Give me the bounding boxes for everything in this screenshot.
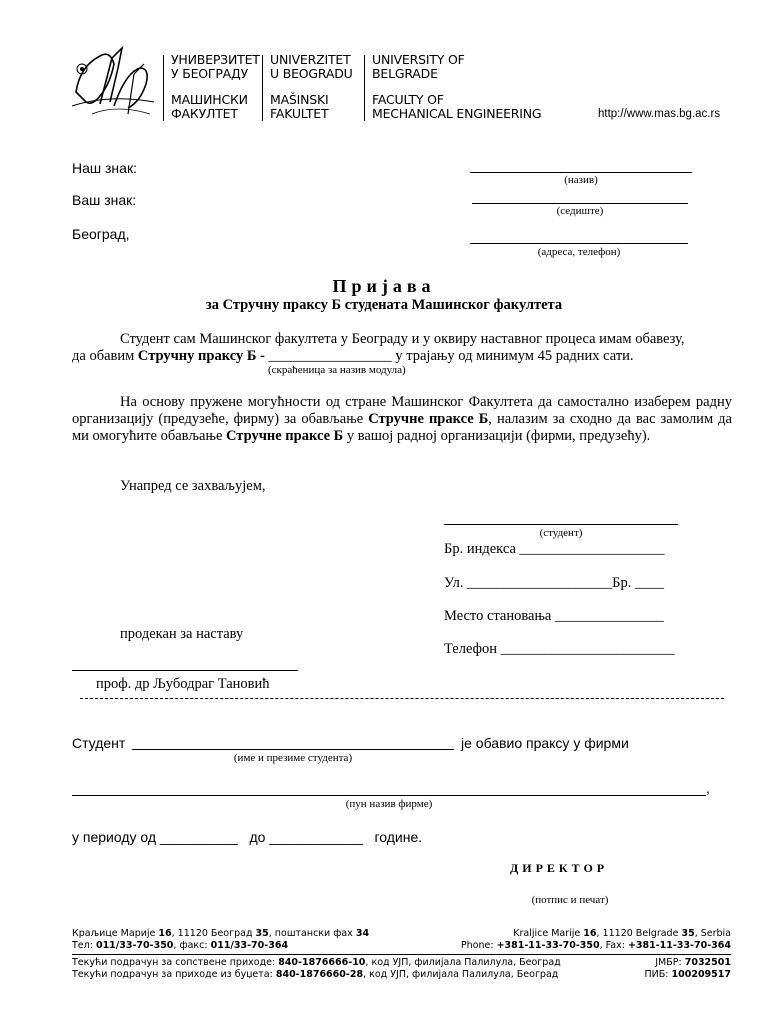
footer-pib: [645, 969, 732, 980]
text-run: ПИБ:: [644, 969, 672, 980]
your-ref-label: Ваш знак:: [72, 192, 137, 208]
text-run-bold: 011/33-70-350: [95, 940, 174, 951]
text-run: ЈМБР:: [655, 957, 685, 968]
text-run-bold: 100209517: [671, 969, 731, 980]
faculty-logo-icon: [70, 44, 158, 120]
firm-name-line[interactable]: [72, 795, 706, 796]
text-run: , 11120 Belgrade: [596, 928, 682, 939]
text-run: Текући подрачун за сопствене приходе:: [72, 957, 279, 968]
street-field[interactable]: Ул. ____________________Бр. ____: [444, 575, 664, 591]
footer-address-sr: [72, 928, 369, 939]
header-text: UNIVERSITY OF: [372, 52, 465, 67]
footer-divider: [72, 954, 731, 955]
header-text: МАШИНСКИ: [171, 92, 248, 107]
recipient-address-line[interactable]: [470, 243, 688, 244]
text-run: , Fax:: [599, 940, 628, 951]
header-col-serbian-cyrillic: [171, 53, 260, 121]
footer-phone-sr: [72, 940, 288, 951]
text-run: Краљице Марије: [72, 928, 159, 939]
text-run: , код УЈП, филијала Палилула, Београд: [365, 957, 561, 968]
text-run-bold: 840-1876660-28: [275, 969, 364, 980]
module-blank[interactable]: _________________: [264, 348, 396, 364]
recipient-seat-line[interactable]: [472, 203, 688, 204]
footer-account-2: [72, 969, 558, 980]
header-col-serbian-latin: [270, 53, 353, 121]
text-run-bold: +381-11-33-70-350: [496, 940, 600, 951]
header-text: FACULTY OF: [372, 92, 444, 107]
text-run-bold: 35: [681, 928, 695, 939]
paragraph-2: [72, 394, 732, 445]
footer-address-en: [513, 928, 731, 939]
text-run: , факс:: [173, 940, 211, 951]
text-run-bold: 840-1876666-10: [278, 957, 366, 968]
recipient-name-caption: (назив): [564, 174, 598, 186]
period-label: у периоду од: [72, 829, 157, 845]
vice-dean-signature-line[interactable]: [72, 670, 298, 671]
our-ref-label: Наш знак:: [72, 160, 137, 176]
footer-phone-en: [461, 940, 731, 951]
text-run-bold: 7032501: [684, 957, 731, 968]
confirm-student-label: Студент: [72, 735, 126, 751]
recipient-address-caption: (адреса, телефон): [537, 246, 621, 258]
header-text: BELGRADE: [372, 66, 438, 81]
index-field[interactable]: Бр. индекса ____________________: [444, 541, 665, 557]
text-run: , налазим за сходно да вас замолим да ми омогућите обављање: [72, 411, 732, 444]
header-divider: [364, 55, 365, 121]
text-run: да обавим: [72, 348, 138, 364]
text-run: На основу пружене могућности од стране Машинског Факултета да самостално изаберем радну организацију (предузеће, фирму) за обављање: [72, 394, 732, 427]
module-caption: (скраћеница за назив модула): [268, 364, 406, 376]
student-name-caption: (име и презиме студента): [233, 752, 353, 764]
text-run-bold: Стручне праксе Б: [368, 411, 489, 427]
text-run-bold: 35: [255, 928, 269, 939]
header-text: U BEOGRADU: [270, 66, 353, 81]
director-label: ДИРЕКТОР: [510, 861, 609, 875]
phone-field[interactable]: Телефон ________________________: [444, 641, 675, 657]
paragraph-1-line-1: Студент сам Машинског факултета у Београду и у оквиру наставног процеса имам обавезу,: [120, 331, 685, 347]
recipient-name-line[interactable]: [470, 172, 692, 173]
page-title: Пријава: [332, 276, 436, 296]
text-run: у трајању од минимум 45 радних сати.: [395, 348, 634, 364]
header-text: У БЕОГРАДУ: [171, 66, 248, 81]
text-run: Текући подрачун за приходе из буџета:: [72, 969, 276, 980]
city-label: Београд,: [72, 226, 130, 242]
residence-field[interactable]: Место становања _______________: [444, 608, 664, 624]
text-run: у вашој радној организацији (фирми, предузећу).: [343, 428, 651, 444]
header-divider: [163, 55, 164, 121]
text-run-bold: +381-11-33-70-364: [627, 940, 731, 951]
period-to-label: до: [249, 829, 266, 845]
confirm-student-tail: је обавио праксу у фирми: [461, 735, 629, 751]
firm-name-caption: (пун назив фирме): [345, 798, 433, 810]
header-text: FAKULTET: [270, 106, 329, 121]
vice-dean-name: проф. др Љубодраг Тановић: [96, 676, 270, 692]
text-run: , 11120 Београд: [171, 928, 256, 939]
text-run: Phone:: [460, 940, 497, 951]
header-col-english: [372, 53, 541, 121]
period-from-field[interactable]: __________: [159, 829, 238, 845]
header-text: MECHANICAL ENGINEERING: [372, 106, 542, 121]
page-subtitle: за Стручну праксу Б студената Машинског факултета: [205, 297, 563, 313]
header-text: УНИВЕРЗИТЕТ: [171, 52, 260, 67]
paragraph-1-line-2: [72, 348, 634, 365]
text-run-bold: 16: [158, 928, 172, 939]
student-signature-line[interactable]: [444, 524, 678, 525]
footer-jmbr: [655, 957, 731, 968]
text-run: , Serbia: [694, 928, 731, 939]
header-text: ФАКУЛТЕТ: [171, 106, 238, 121]
text-run-bold: 16: [583, 928, 597, 939]
text-run-bold: Стручну праксу Б -: [137, 348, 265, 364]
thanks-text: Унапред се захваљујем,: [120, 478, 266, 494]
website-url[interactable]: http://www.mas.bg.ac.rs: [598, 108, 721, 120]
footer-account-1: [72, 957, 561, 968]
header-text: UNIVERZITET: [270, 52, 351, 67]
text-run-bold: Стручне праксе Б: [226, 428, 344, 444]
cut-line-divider: [80, 698, 724, 699]
period-to-field[interactable]: ____________: [269, 829, 363, 845]
text-run: Тел:: [72, 940, 96, 951]
comma: ,: [706, 780, 710, 796]
recipient-seat-caption: (седиште): [556, 205, 604, 217]
signature-caption: (потпис и печат): [531, 894, 609, 906]
student-caption: (студент): [539, 527, 583, 539]
text-run: Kraljice Marije: [513, 928, 584, 939]
year-label: године.: [374, 829, 423, 845]
text-run-bold: 34: [355, 928, 370, 939]
header-divider: [262, 55, 263, 121]
text-run: , код УЈП, филијала Палилула, Београд: [363, 969, 559, 980]
text-run: , поштански фах: [268, 928, 356, 939]
vice-dean-title: продекан за наставу: [120, 626, 244, 642]
student-name-line[interactable]: [132, 749, 454, 750]
header-text: MAŠINSKI: [270, 92, 329, 107]
period-row: [72, 829, 422, 845]
text-run-bold: 011/33-70-364: [210, 940, 289, 951]
